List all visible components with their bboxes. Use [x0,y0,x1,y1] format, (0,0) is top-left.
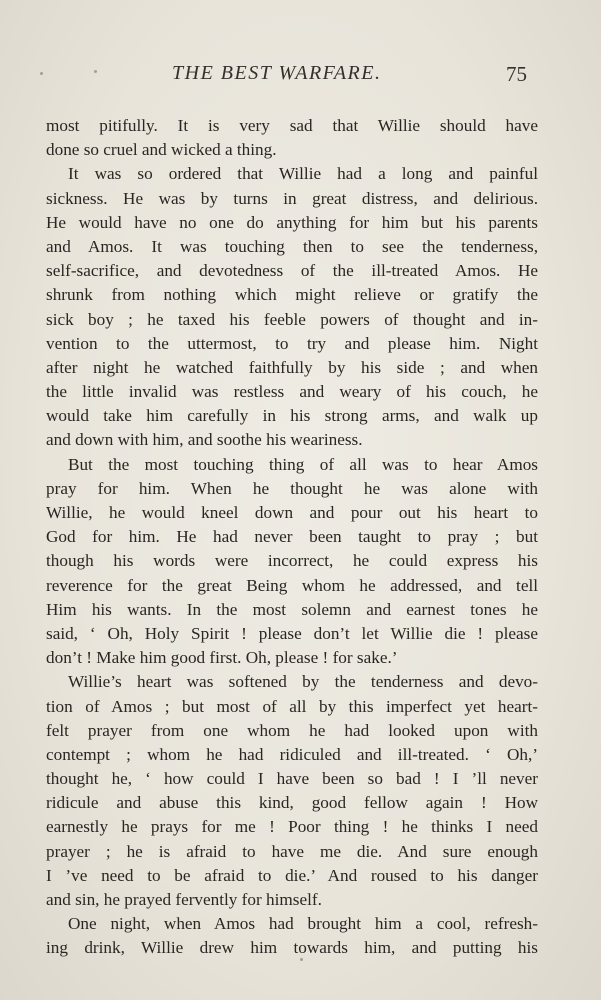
text-line: God for him. He had never been taught to pray ; but [46,527,538,547]
text-line: sickness. He was by turns in great distress, and delirious. [46,188,538,208]
text-line: self-sacrifice, and devotedness of the ill-treated Amos. He [46,261,538,281]
text-line: It was so ordered that Willie had a long and painful [68,164,538,184]
text-line: after night he watched faithfully by his side ; and when [46,357,538,377]
page-number: 75 [506,62,527,86]
text-line: vention to the uttermost, to try and please him. Night [46,333,538,353]
text-line: would take him carefully in his strong arms, and walk up [46,406,538,426]
text-line: sick boy ; he taxed his feeble powers of thought and in- [46,309,538,329]
text-line: earnestly he prays for me ! Poor thing ! he thinks I need [46,817,538,837]
running-head [0,62,601,92]
text-line: and down with him, and soothe his weariness. [46,430,363,450]
text-line: He would have no one do anything for him but his parents [46,212,538,232]
text-line: and Amos. It was touching then to see the tenderness, [46,236,538,256]
text-line: reverence for the great Being whom he addressed, and tell [46,575,538,595]
text-line: felt prayer from one whom he had looked upon with [46,720,538,740]
text-line: Him his wants. In the most solemn and earnest tones he [46,599,538,619]
text-line: don’t ! Make him good first. Oh, please ! for sake.’ [46,648,398,668]
running-title: THE BEST WARFARE. [172,62,382,84]
text-line: though his words were incorrect, he could express his [46,551,538,571]
text-line: done so cruel and wicked a thing. [46,140,277,160]
text-line: One night, when Amos had brought him a cool, refresh- [68,914,538,934]
body-text [46,114,538,961]
text-line: Willie, he would kneel down and pour out his heart to [46,503,538,522]
text-line: Willie’s heart was softened by the tenderness and devo- [68,672,538,692]
text-line: ing drink, Willie drew him towards him, and putting his [46,938,538,958]
text-line: But the most touching thing of all was to hear Amos [68,454,538,474]
text-line: the little invalid was restless and weary of his couch, he [46,382,538,402]
text-line: and sin, he prayed fervently for himself. [46,890,322,909]
text-line: tion of Amos ; but most of all by this imperfect yet heart- [46,696,538,716]
text-line: prayer ; he is afraid to have me die. And sure enough [46,841,538,861]
text-line: shrunk from nothing which might relieve or gratify the [46,285,538,305]
text-line: pray for him. When he thought he was alone with [46,478,538,498]
text-line: said, ‘ Oh, Holy Spirit ! please don’t let Willie die ! please [46,623,538,643]
text-line: ridicule and abuse this kind, good fellow again ! How [46,793,538,813]
text-line: most pitifully. It is very sad that Willie should have [46,116,538,135]
text-line: I ’ve need to be afraid to die.’ And roused to his danger [46,865,538,885]
text-line: thought he, ‘ how could I have been so bad ! I ’ll never [46,769,538,789]
text-line: contempt ; whom he had ridiculed and ill-treated. ‘ Oh,’ [46,744,538,764]
